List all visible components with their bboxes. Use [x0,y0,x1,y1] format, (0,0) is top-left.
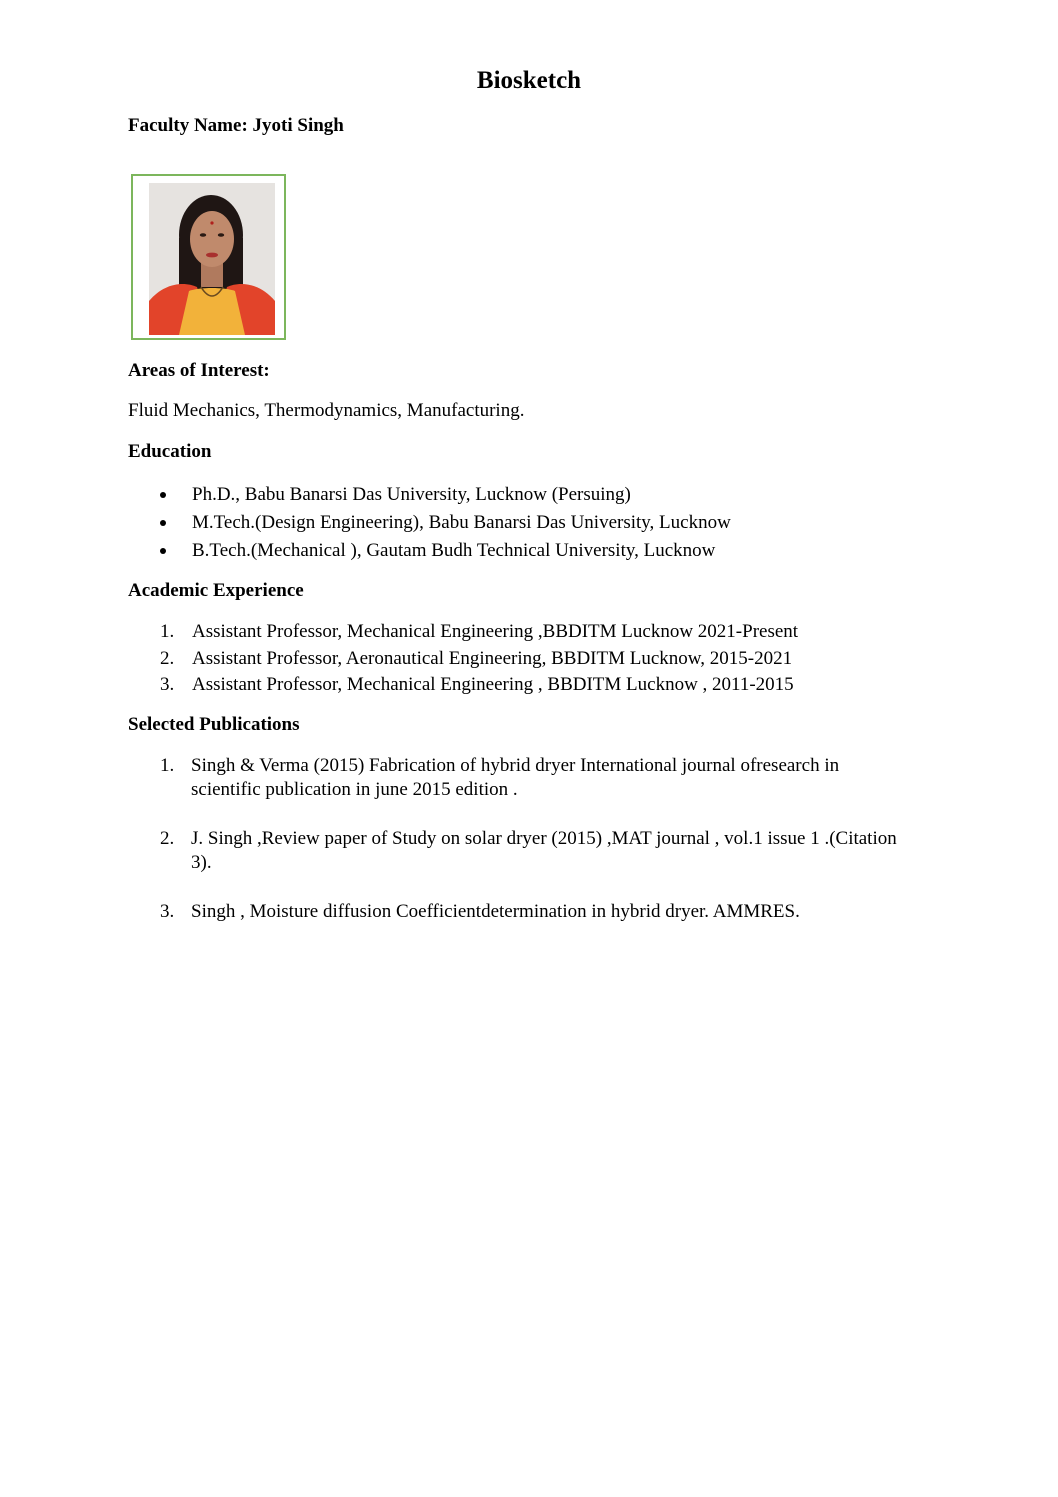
experience-heading: Academic Experience [128,580,304,601]
areas-text: Fluid Mechanics, Thermodynamics, Manufacturing. [128,400,525,421]
list-number: 2. [160,647,175,669]
page-title: Biosketch [476,67,582,94]
faculty-name: Faculty Name: Jyoti Singh [128,115,344,136]
experience-list [0,618,1058,698]
list-number: 3. [160,674,175,695]
publication-item [0,900,1058,926]
list-item [0,618,1058,645]
publication-text: J. Singh ,Review paper of Study on solar dryer (2015) ,MAT journal , vol.1 issue 1 .(Citation 3). [191,828,897,873]
publication-item [0,827,1058,877]
list-item [0,537,1058,565]
publication-item [0,754,1058,804]
bullet-icon [160,520,166,526]
education-item: Ph.D., Babu Banarsi Das University, Lucknow (Persuing) [192,484,631,505]
publication-text: Singh , Moisture diffusion Coefficientdetermination in hybrid dryer. AMMRES. [191,901,800,922]
education-item: B.Tech.(Mechanical ), Gautam Budh Technical University, Lucknow [192,540,716,561]
list-item [0,671,1058,698]
list-item [0,481,1058,509]
experience-item: Assistant Professor, Mechanical Engineering ,BBDITM Lucknow 2021-Present [192,621,799,642]
list-number: 3. [160,901,175,922]
list-number: 1. [160,621,175,642]
publications-heading: Selected Publications [128,714,300,735]
photo-frame [131,174,286,340]
list-number: 2. [160,828,175,849]
experience-item: Assistant Professor, Aeronautical Engineering, BBDITM Lucknow, 2015-2021 [192,647,793,669]
education-list [0,481,1058,565]
publication-text: Singh & Verma (2015) Fabrication of hybrid dryer International journal ofresearch in scientific publication in june 2015 edition . [191,755,840,800]
faculty-portrait-icon [149,183,275,335]
education-heading: Education [128,441,212,462]
areas-heading: Areas of Interest: [128,360,270,381]
list-number: 1. [160,755,175,776]
bullet-icon [160,492,166,498]
experience-item: Assistant Professor, Mechanical Engineering , BBDITM Lucknow , 2011-2015 [192,674,794,695]
bullet-icon [160,548,166,554]
education-item: M.Tech.(Design Engineering), Babu Banarsi Das University, Lucknow [192,512,731,533]
list-item [0,509,1058,537]
list-item [0,645,1058,672]
